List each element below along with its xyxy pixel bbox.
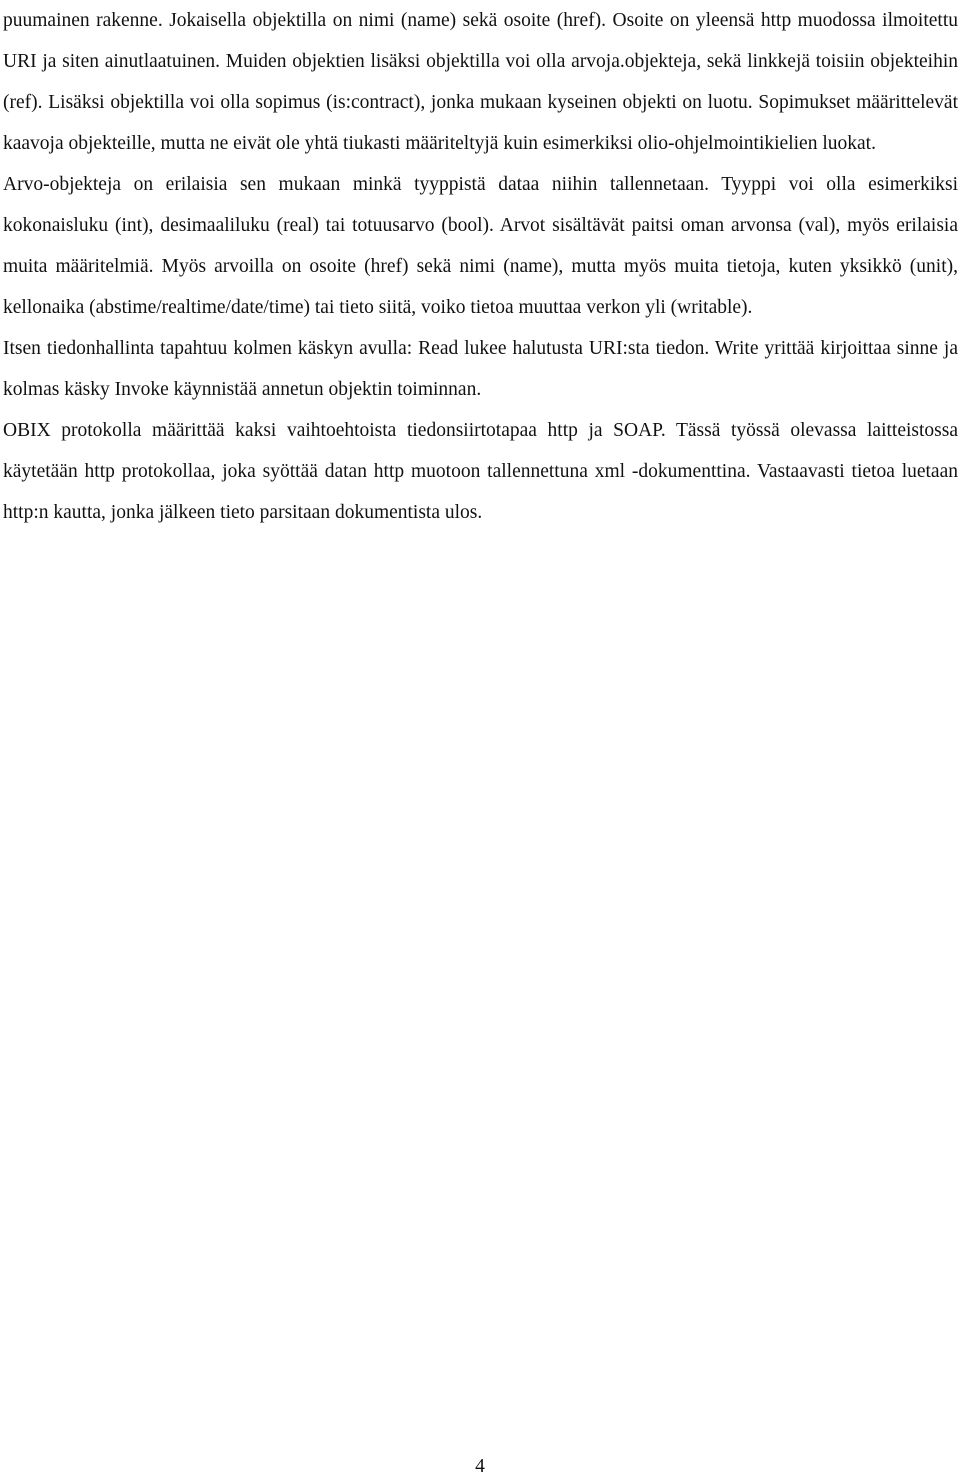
- paragraph-protocol: OBIX protokolla määrittää kaksi vaihtoehtoista tiedonsiirtotapaa http ja SOAP. Tässä työssä olevassa laitteistossa käytetään http protokollaa, joka syöttää datan http muotoon tallennettuna xml -dokumenttina. Vastaavasti tietoa luetaan http:n kautta, jonka jälkeen tieto parsitaan dokumentista ulos.: [3, 420, 958, 523]
- paragraph-value-objects: Arvo-objekteja on erilaisia sen mukaan minkä tyyppistä dataa niihin tallennetaan. Tyyppi voi olla esimerkiksi kokonaisluku (int), desimaaliluku (real) tai totuusarvo (bool). Arvot sisältävät paitsi oman arvonsa (val), myös erilaisia muita määritelmiä. Myös arvoilla on osoite (href) sekä nimi (name), mutta myös muita tietoja, kuten yksikkö (unit), kellonaika (abstime/realtime/date/time) tai tieto siitä, voiko tietoa muuttaa verkon yli (writable).: [3, 174, 958, 318]
- paragraph-object-structure: puumainen rakenne. Jokaisella objektilla on nimi (name) sekä osoite (href). Osoite on yleensä http muodossa ilmoitettu URI ja siten ainutlaatuinen. Muiden objektien lisäksi objektilla voi olla arvoja.objekteja, sekä linkkejä toisiin objekteihin (ref). Lisäksi objektilla voi olla sopimus (is:contract), jonka mukaan kyseinen objekti on luotu. Sopimukset määrittelevät kaavoja objekteille, mutta ne eivät ole yhtä tiukasti määriteltyjä kuin esimerkiksi olio-ohjelmointikielien luokat.: [3, 10, 958, 154]
- body-text: [3, 0, 958, 533]
- paragraph-commands: Itsen tiedonhallinta tapahtuu kolmen käskyn avulla: Read lukee halutusta URI:sta tiedon. Write yrittää kirjoittaa sinne ja kolmas käsky Invoke käynnistää annetun objektin toiminnan.: [3, 338, 958, 400]
- page-number: 4: [475, 1456, 485, 1477]
